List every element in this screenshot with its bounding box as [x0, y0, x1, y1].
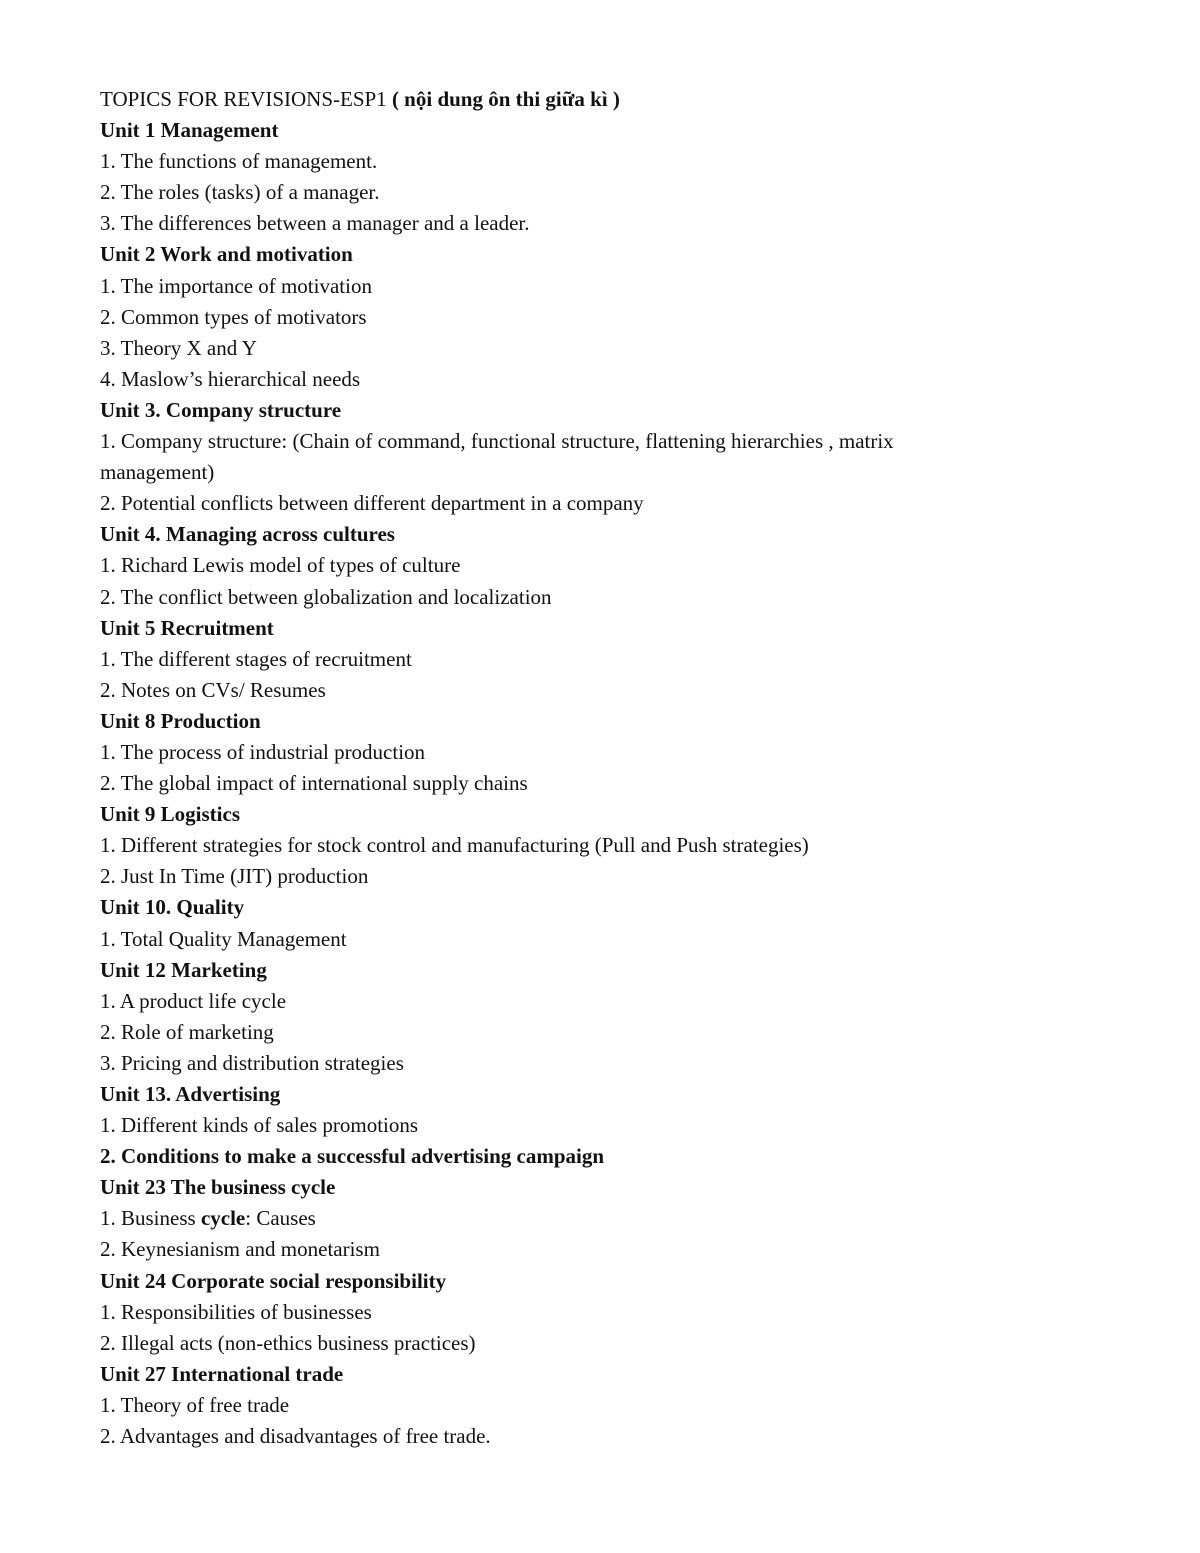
topic-item: 1. Richard Lewis model of types of culture — [100, 553, 461, 578]
topic-item: 2. The conflict between globalization and localization — [100, 584, 552, 609]
topic-item: 2. Potential conflicts between different department in a company — [100, 491, 644, 516]
topic-item: 3. Theory X and Y — [100, 335, 257, 360]
title-subtitle: ( nội dung ôn thi giữa kì ) — [391, 87, 620, 111]
unit-heading: Unit 24 Corporate social responsibility — [100, 1268, 447, 1293]
document-title — [100, 84, 1100, 115]
topic-item: 1. Total Quality Management — [100, 926, 347, 951]
topic-item: 3. The differences between a manager and a leader. — [100, 211, 530, 236]
topic-item: 2. Just In Time (JIT) production — [100, 864, 369, 889]
unit-heading: Unit 3. Company structure — [100, 397, 342, 422]
unit-heading: Unit 1 Management — [100, 118, 279, 143]
unit-heading: Unit 9 Logistics — [100, 802, 241, 827]
topic-item: 2. Conditions to make a successful advertising campaign — [100, 1144, 605, 1169]
topic-item: 1. The process of industrial production — [100, 739, 426, 764]
topic-item: 2. Keynesianism and monetarism — [100, 1237, 380, 1262]
topic-item: 1. Theory of free trade — [100, 1392, 290, 1417]
topic-item: 1. A product life cycle — [100, 988, 287, 1013]
topic-item: 1. Company structure: (Chain of command, functional structure, flattening hierarchies , matrix management) — [100, 429, 894, 485]
unit-heading: Unit 12 Marketing — [100, 957, 267, 982]
topic-item: 2. The roles (tasks) of a manager. — [100, 180, 380, 205]
topic-item: 2. Role of marketing — [100, 1019, 274, 1044]
topic-item: 1. The importance of motivation — [100, 273, 372, 298]
unit-heading: Unit 2 Work and motivation — [100, 242, 353, 267]
topic-item: 1. The functions of management. — [100, 149, 378, 174]
unit-heading: Unit 8 Production — [100, 708, 261, 733]
topic-item: 1. Different strategies for stock control and manufacturing (Pull and Push strategies) — [100, 833, 809, 858]
unit-heading: Unit 10. Quality — [100, 895, 245, 920]
topic-text: : Causes — [245, 1206, 316, 1231]
unit-heading: Unit 4. Managing across cultures — [100, 522, 395, 547]
topic-item: 2. The global impact of international supply chains — [100, 771, 528, 796]
topic-item: 2. Common types of motivators — [100, 304, 367, 329]
topic-bold-text: cycle — [200, 1206, 246, 1231]
unit-heading: Unit 23 The business cycle — [100, 1175, 336, 1200]
unit-heading: Unit 5 Recruitment — [100, 615, 274, 640]
topic-item: 3. Pricing and distribution strategies — [100, 1050, 404, 1075]
topic-item: 1. The different stages of recruitment — [100, 646, 412, 671]
topic-item: 4. Maslow’s hierarchical needs — [100, 366, 361, 391]
topic-item: 1. Different kinds of sales promotions — [100, 1113, 419, 1138]
document-page — [100, 84, 1100, 1452]
unit-heading: Unit 27 International trade — [100, 1361, 344, 1386]
topic-item: 2. Notes on CVs/ Resumes — [100, 677, 326, 702]
topic-item: 2. Advantages and disadvantages of free trade. — [100, 1424, 491, 1449]
unit-heading: Unit 13. Advertising — [100, 1082, 281, 1106]
title-main: TOPICS FOR REVISIONS-ESP1 — [100, 87, 392, 111]
topic-text: 1. Business — [100, 1206, 201, 1231]
topic-item: 2. Illegal acts (non-ethics business practices) — [100, 1330, 476, 1355]
topic-item: 1. Responsibilities of businesses — [100, 1299, 372, 1324]
topic-item — [100, 1203, 1100, 1234]
